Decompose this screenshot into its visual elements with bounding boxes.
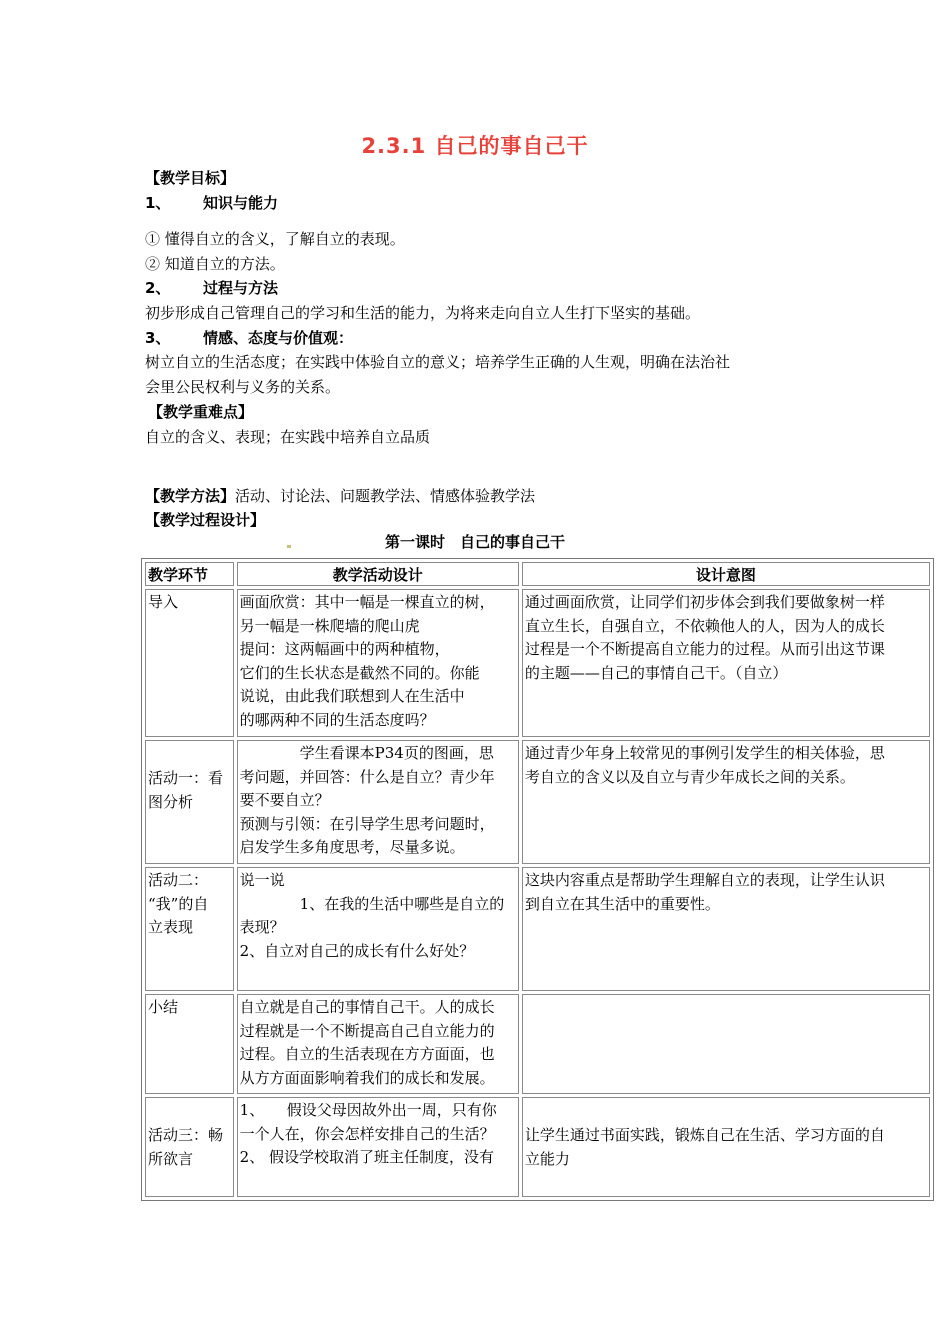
objective-1-heading	[145, 191, 278, 215]
table-row	[145, 740, 930, 864]
header-intent: 设计意图	[522, 562, 930, 586]
table-row	[145, 589, 930, 737]
objective-2-title: 过程与方法	[203, 279, 279, 297]
intent-line: 过程是一个不断提高自立能力的过程。从而引出这节课	[524, 640, 885, 658]
activity-line: 1、在我的生活中哪些是自立的	[299, 894, 505, 913]
stage-line: 图分析	[148, 792, 194, 811]
stage-line: 立表现	[148, 918, 194, 936]
intent-cell	[522, 994, 930, 1094]
lesson-subtitle: 第一课时 自己的事自己干	[384, 533, 565, 551]
stage-cell	[145, 1097, 234, 1197]
process-heading: 【教学过程设计】	[145, 511, 266, 529]
activity-line: 要不要自立？	[239, 791, 330, 809]
objective-3-text-line-2: 会里公民权利与义务的关系。	[145, 378, 341, 396]
activity-line: 一个人在，你会怎样安排自己的生活？	[239, 1124, 495, 1143]
intent-cell	[522, 740, 930, 864]
activity-line: 表现？	[239, 918, 285, 936]
header-stage: 教学环节	[145, 562, 234, 586]
activity-line: 启发学生多角度思考，尽量多说。	[239, 838, 465, 856]
intent-line: 直立生长，自强自立，不依赖他人的人，因为人的成长	[524, 616, 885, 635]
intent-line: 考自立的含义以及自立与青少年成长之间的关系。	[524, 767, 855, 786]
objective-3-number: 3、	[145, 329, 171, 347]
table-row	[145, 1097, 930, 1197]
stage-cell	[145, 740, 234, 864]
activity-line: 的哪两种不同的生活态度吗？	[239, 710, 435, 729]
objective-2-number: 2、	[145, 279, 171, 297]
intent-line: 通过画面欣赏，让同学们初步体会到我们要做象树一样	[524, 593, 885, 611]
activity-line: 1、 假设父母因故外出一周，只有你	[239, 1101, 497, 1119]
activity-line: 另一幅是一株爬墙的爬山虎	[239, 616, 420, 635]
objective-1-title: 知识与能力	[203, 194, 279, 212]
objective-1-number: 1、	[145, 194, 171, 212]
activity-line: 预测与引领：在引导学生思考问题时，	[239, 814, 495, 833]
table-row	[145, 994, 930, 1094]
stage-cell	[145, 994, 234, 1094]
intent-cell	[522, 867, 930, 991]
activity-line: 提问：这两幅画中的两种植物，	[239, 640, 450, 658]
intent-line: 这块内容重点是帮助学生理解自立的表现，让学生认识	[524, 871, 885, 889]
activity-line: 从方方面面影响着我们的成长和发展。	[239, 1068, 495, 1087]
table-header-row	[145, 562, 930, 586]
stage-line: 所欲言	[148, 1149, 194, 1168]
intent-line: 的主题——自己的事情自己干。（自立）	[524, 663, 788, 682]
activity-cell	[237, 740, 519, 864]
intent-cell	[522, 589, 930, 737]
objective-1-item-2: ② 知道自立的方法。	[145, 255, 285, 273]
objective-1-item-1: ① 懂得自立的含义，了解自立的表现。	[145, 230, 405, 248]
activity-line: 学生看课本P34页的图画，思	[299, 744, 494, 762]
lesson-process-table	[141, 558, 934, 1201]
table-row	[145, 867, 930, 991]
header-activity: 教学活动设计	[237, 562, 519, 586]
activity-line: 过程就是一个不断提高自己自立能力的	[239, 1021, 495, 1040]
activity-line: 2、 假设学校取消了班主任制度，没有	[239, 1148, 494, 1166]
stage-line: 小结	[148, 998, 179, 1016]
stage-line: 活动一：看	[148, 769, 224, 787]
activity-line: 2、自立对自己的成长有什么好处？	[239, 941, 475, 960]
objectives-heading: 【教学目标】	[145, 169, 236, 187]
key-points-heading: 【教学重难点】	[148, 403, 254, 421]
stage-line: 导入	[148, 593, 179, 611]
scan-speck	[287, 545, 291, 548]
activity-line: 过程。自立的生活表现在方方面面，也	[239, 1045, 495, 1063]
activity-line: 考问题，并回答：什么是自立？青少年	[239, 767, 495, 786]
objective-2-text: 初步形成自己管理自己的学习和生活的能力，为将来走向自立人生打下坚实的基础。	[145, 304, 701, 322]
activity-line: 画面欣赏：其中一幅是一棵直立的树，	[239, 593, 495, 611]
intent-cell	[522, 1097, 930, 1197]
stage-line: 活动二：	[148, 871, 209, 889]
activity-line: 说说，由此我们联想到人在生活中	[239, 687, 465, 705]
activity-line: 自立就是自己的事情自己干。人的成长	[239, 998, 495, 1016]
stage-cell	[145, 867, 234, 991]
activity-cell	[237, 589, 519, 737]
page-title: 2.3.1 自己的事自己干	[361, 134, 589, 158]
stage-cell	[145, 589, 234, 737]
activity-cell	[237, 1097, 519, 1197]
methods-text: 活动、讨论法、问题教学法、情感体验教学法	[235, 487, 536, 505]
activity-line: 它们的生长状态是截然不同的。你能	[239, 663, 480, 682]
objective-2-heading	[145, 276, 278, 300]
intent-line: 到自立在其生活中的重要性。	[524, 894, 720, 913]
activity-cell	[237, 994, 519, 1094]
activity-cell	[237, 867, 519, 991]
objective-3-text-line-1: 树立自立的生活态度；在实践中体验自立的意义；培养学生正确的人生观，明确在法治社	[145, 353, 731, 371]
stage-line: 活动三：畅	[148, 1126, 224, 1144]
intent-line: 通过青少年身上较常见的事例引发学生的相关体验，思	[524, 744, 885, 762]
stage-line: “我”的自	[148, 894, 209, 913]
objective-3-heading	[145, 326, 353, 350]
objective-3-title: 情感、态度与价值观：	[203, 329, 354, 347]
intent-line: 让学生通过书面实践，锻炼自己在生活、学习方面的自	[524, 1126, 885, 1144]
methods-heading: 【教学方法】	[145, 487, 236, 505]
methods-line	[145, 484, 535, 508]
key-points-text: 自立的含义、表现；在实践中培养自立品质	[145, 428, 431, 446]
activity-line: 说一说	[239, 871, 285, 889]
intent-line: 立能力	[524, 1149, 570, 1168]
